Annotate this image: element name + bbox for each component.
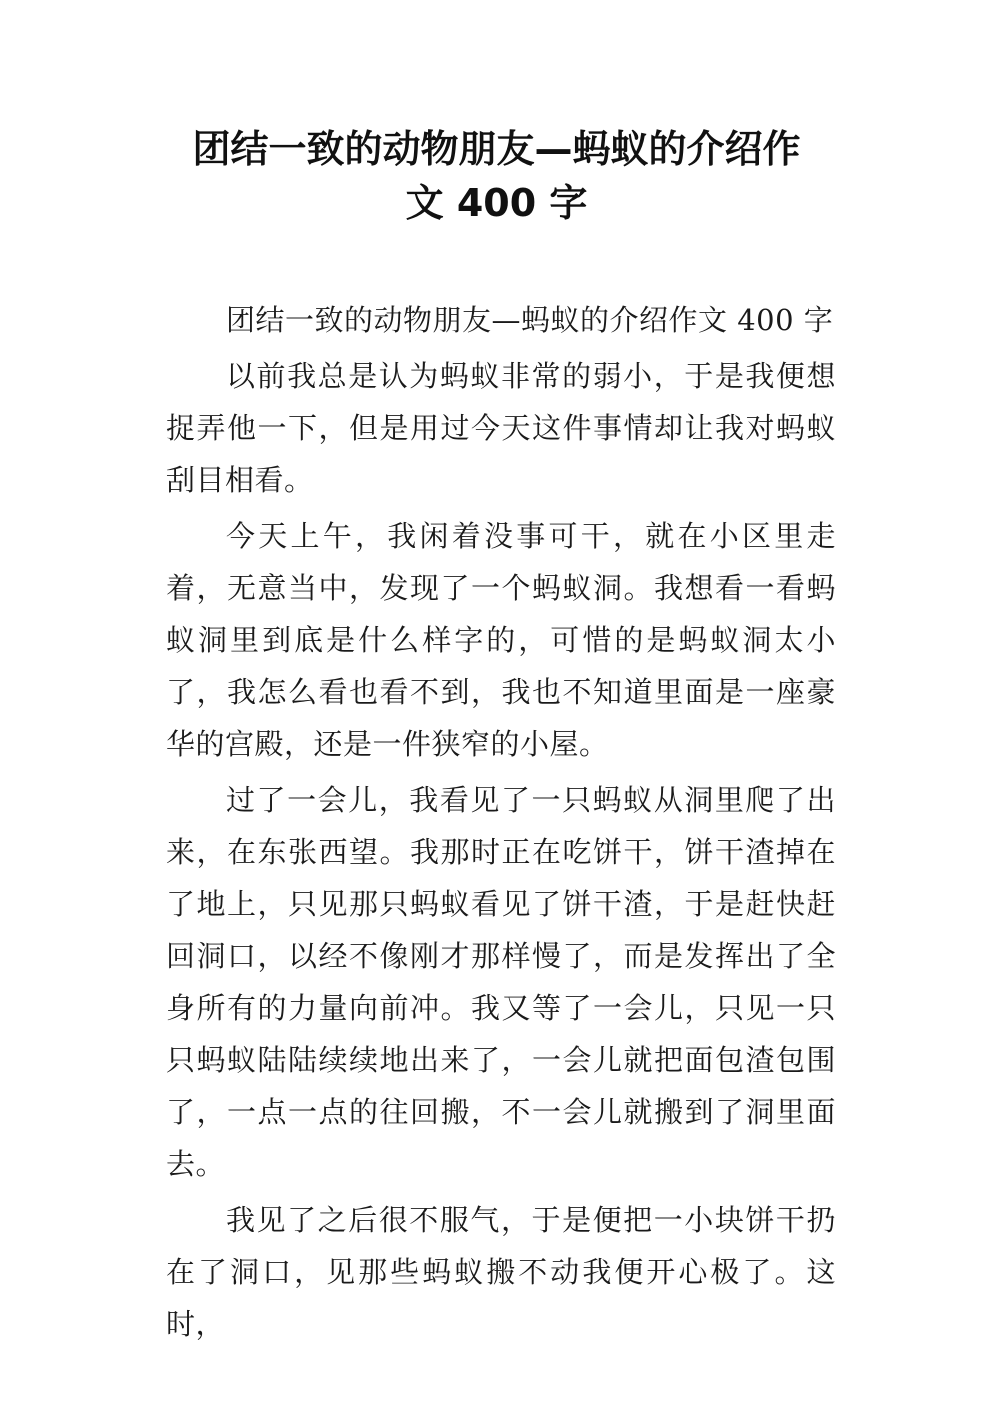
paragraph-heading: 团结一致的动物朋友—蚂蚁的介绍作文 400 字 bbox=[226, 303, 834, 337]
paragraph-biscuit: 我见了之后很不服气，于是便把一小块饼干扔在了洞口，见那些蚂蚁搬不动我便开心极了。这时， bbox=[166, 1203, 836, 1341]
title-line-2: 文 400 字 bbox=[405, 181, 588, 225]
paragraph-ants-carry: 过了一会儿，我看见了一只蚂蚁从洞里爬了出来，在东张西望。我那时正在吃饼干，饼干渣掉在了地上，只见那只蚂蚁看见了饼干渣，于是赶快赶回洞口，以经不像刚才那样慢了，而是发挥出了全身所有的力量向前冲。我又等了一会儿，只见一只只蚂蚁陆陆续续地出来了，一会儿就把面包渣包围了，一点一点的往回搬，不一会儿就搬到了洞里面去。 bbox=[166, 783, 836, 1181]
paragraph-ant-hole: 今天上午，我闲着没事可干，就在小区里走着，无意当中，发现了一个蚂蚁洞。我想看一看蚂蚁洞里到底是什么样字的，可惜的是蚂蚁洞太小了，我怎么看也看不到，我也不知道里面是一座豪华的宫殿，还是一件狭窄的小屋。 bbox=[166, 519, 836, 761]
paragraph-intro: 以前我总是认为蚂蚁非常的弱小，于是我便想捉弄他一下，但是用过今天这件事情却让我对蚂蚁刮目相看。 bbox=[166, 359, 836, 497]
document-body bbox=[166, 294, 836, 1354]
title-line-1: 团结一致的动物朋友—蚂蚁的介绍作 bbox=[192, 127, 801, 171]
document-title bbox=[140, 122, 853, 230]
